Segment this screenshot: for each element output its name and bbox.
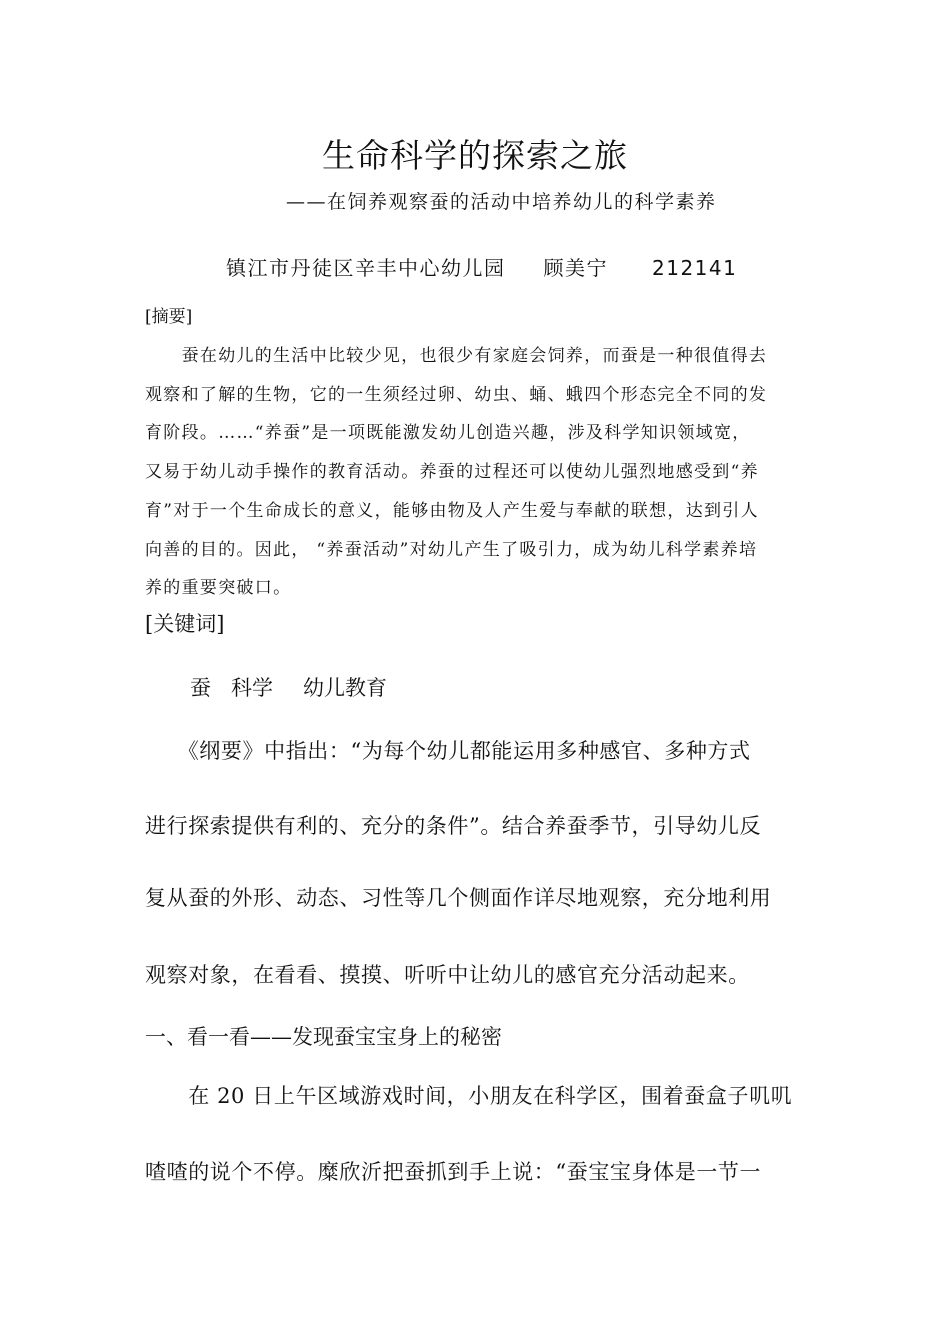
abstract-line: 向善的目的。因此， “养蚕活动”对幼儿产生了吸引力，成为幼儿科学素养培 xyxy=(145,539,758,560)
intro-line: 观察对象，在看看、摸摸、听听中让幼儿的感官充分活动起来。 xyxy=(145,963,750,987)
intro-line: 复从蚕的外形、动态、习性等几个侧面作详尽地观察，充分地利用 xyxy=(145,886,772,910)
keyword: 科学 xyxy=(231,676,273,700)
abstract-line: 观察和了解的生物，它的一生须经过卵、幼虫、蛹、蛾四个形态完全不同的发 xyxy=(145,384,768,405)
document-subtitle: ——在饲养观察蚕的活动中培养幼儿的科学素养 xyxy=(286,191,717,213)
abstract-line: 育阶段。……“养蚕”是一项既能激发幼儿创造兴趣，涉及科学知识领域宽， xyxy=(145,423,751,444)
abstract-line: 蚕在幼儿的生活中比较少见，也很少有家庭会饲养，而蚕是一种很值得去 xyxy=(145,346,768,366)
abstract-line: 养的重要突破口。 xyxy=(145,578,292,599)
keyword: 幼儿教育 xyxy=(303,676,387,700)
intro-line: 进行探索提供有利的、充分的条件”。结合养蚕季节，引导幼儿反 xyxy=(145,814,762,838)
keyword: 蚕 xyxy=(190,676,211,700)
abstract-body xyxy=(145,337,810,608)
abstract-label: [摘要] xyxy=(145,307,193,327)
author-school: 镇江市丹徒区辛丰中心幼儿园 xyxy=(226,256,506,280)
document-title: 生命科学的探索之旅 xyxy=(322,136,628,175)
abstract-line: 又易于幼儿动手操作的教育活动。养蚕的过程还可以使幼儿强烈地感受到“养 xyxy=(145,462,759,483)
keywords-label: [关键词] xyxy=(145,612,225,636)
section1-line: 喳喳的说个不停。糜欣沂把蚕抓到手上说：“蚕宝宝身体是一节一 xyxy=(145,1160,762,1184)
author-name: 顾美宁 xyxy=(543,256,608,280)
keywords-list xyxy=(190,672,387,702)
section-heading: 一、看一看——发现蚕宝宝身上的秘密 xyxy=(145,1025,502,1049)
intro-line: 《纲要》中指出：“为每个幼儿都能运用多种感官、多种方式 xyxy=(145,739,751,763)
abstract-line: 育”对于一个生命成长的意义，能够由物及人产生爱与奉献的联想，达到引人 xyxy=(145,500,759,521)
author-line xyxy=(226,252,737,281)
author-postcode: 212141 xyxy=(652,256,738,280)
section1-line: 在 20 日上午区域游戏时间，小朋友在科学区，围着蚕盒子叽叽 xyxy=(145,1084,793,1108)
